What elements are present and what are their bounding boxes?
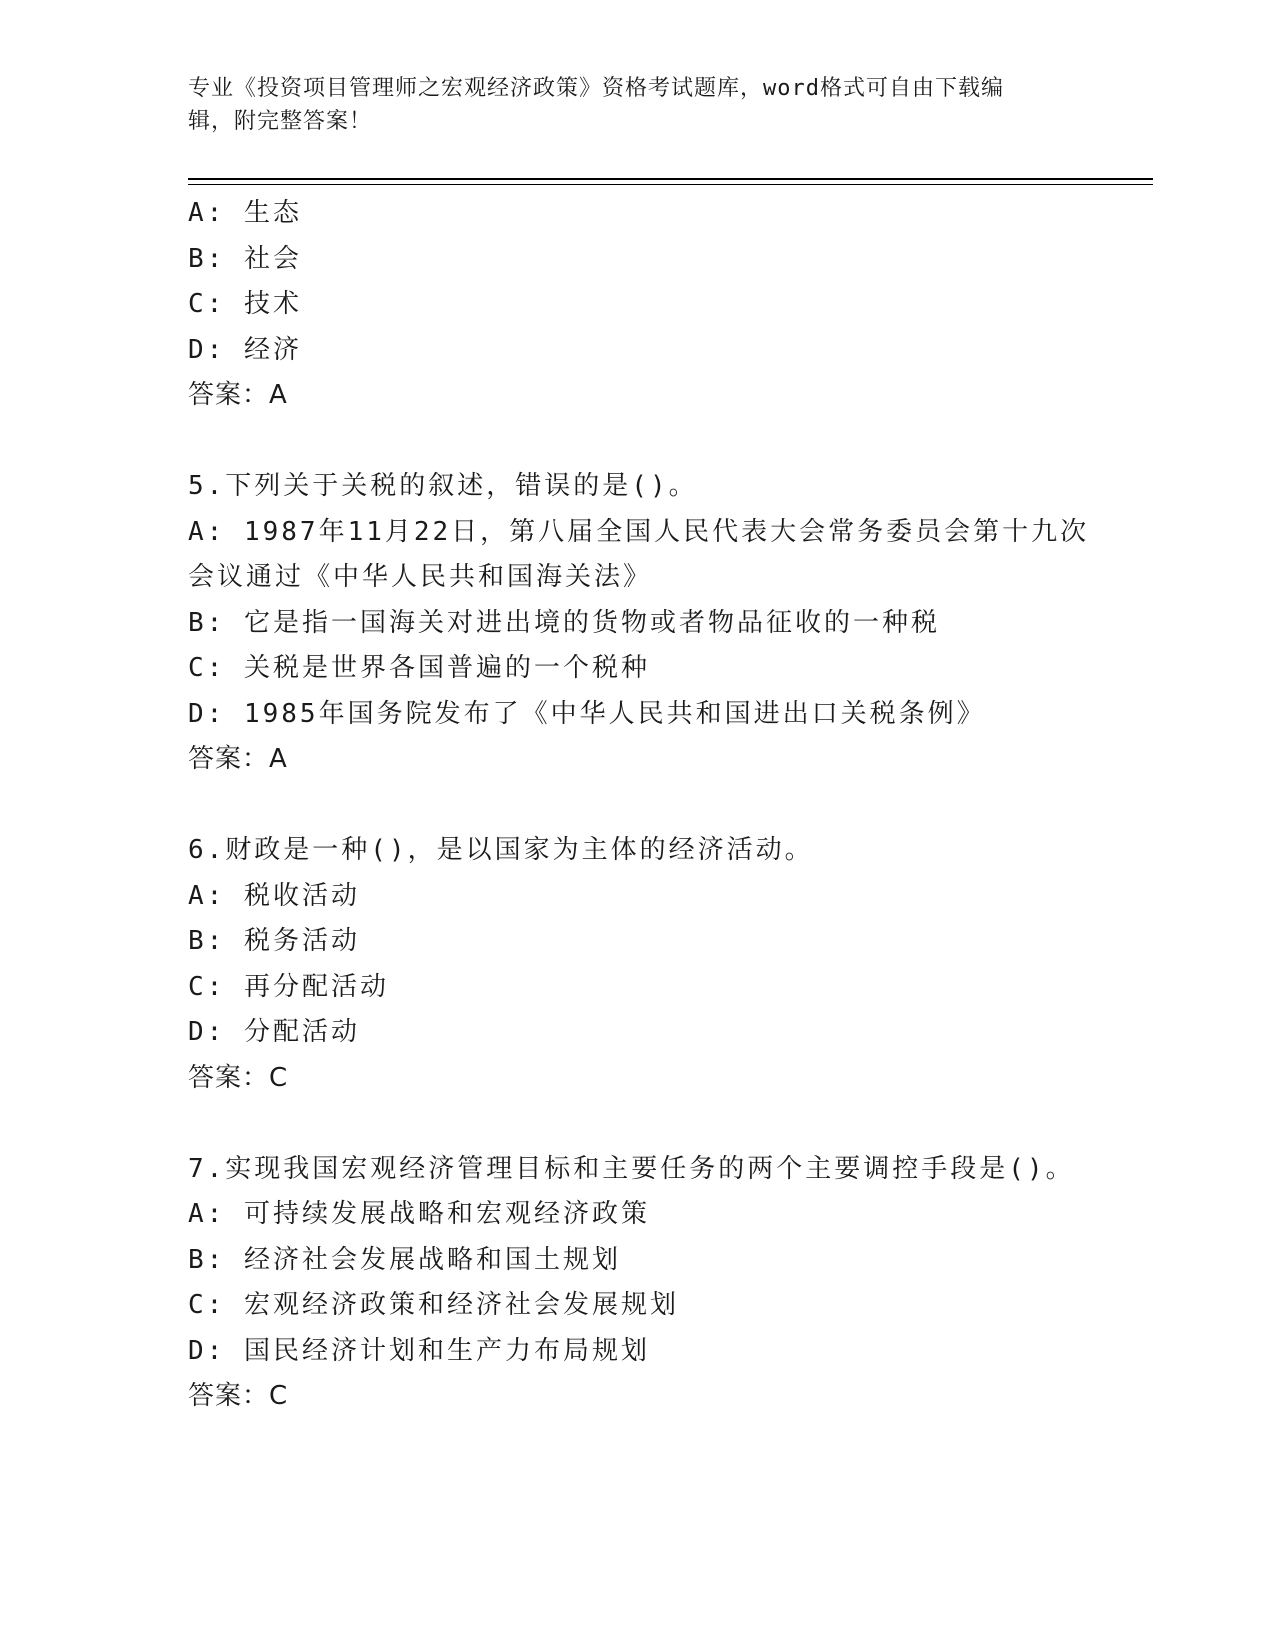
q7-stem: 7.实现我国宏观经济管理目标和主要任务的两个主要调控手段是()。 [188,1153,1075,1184]
q7-answer: 答案：C [188,1381,289,1411]
spacer [188,419,1088,465]
q6-stem: 6.财政是一种()，是以国家为主体的经济活动。 [188,835,814,865]
q4-answer: 答案：A [188,380,288,410]
spacer [188,783,1088,829]
question-5 [188,464,1088,783]
q4-option-a: A: 生态 [188,198,302,228]
q7-option-b: B: 经济社会发展战略和国土规划 [188,1244,621,1275]
q6-answer: 答案：C [188,1062,289,1093]
q7-option-a: A: 可持续发展战略和宏观经济政策 [188,1199,650,1229]
q4-option-d: D: 经济 [188,334,302,365]
q5-stem: 5.下列关于关税的叙述，错误的是()。 [188,471,698,501]
q5-option-a-line-2: 会议通过《中华人民共和国海关法》 [188,562,653,592]
q6-option-c: C: 再分配活动 [188,971,389,1002]
spacer [188,1101,1088,1147]
q7-option-c: C: 宏观经济政策和经济社会发展规划 [188,1290,679,1320]
header-divider-thin [188,184,1153,185]
question-6 [188,828,1088,1101]
question-4 [188,191,1088,419]
q6-option-d: D: 分配活动 [188,1017,360,1047]
q4-option-b: B: 社会 [188,243,302,274]
q5-option-c: C: 关税是世界各国普遍的一个税种 [188,653,650,683]
page-header [188,72,1088,138]
header-divider-thick [188,178,1153,180]
q7-option-d: D: 国民经济计划和生产力布局规划 [188,1335,650,1366]
q6-option-a: A: 税收活动 [188,880,360,911]
q5-option-d: D: 1985年国务院发布了《中华人民共和国进出口关税条例》 [188,698,986,729]
q5-answer: 答案：A [188,744,288,774]
q5-option-b: B: 它是指一国海关对进出境的货物或者物品征收的一种税 [188,607,940,638]
q6-option-b: B: 税务活动 [188,926,360,956]
q4-option-c: C: 技术 [188,289,302,319]
header-line-2: 辑，附完整答案！ [188,109,373,134]
q5-option-a-line-1: A: 1987年11月22日，第八届全国人民代表大会常务委员会第十九次 [188,516,1090,547]
question-list [188,191,1088,1420]
header-line-1: 专业《投资项目管理师之宏观经济政策》资格考试题库，word格式可自由下载编 [188,76,1004,101]
question-7 [188,1147,1088,1420]
